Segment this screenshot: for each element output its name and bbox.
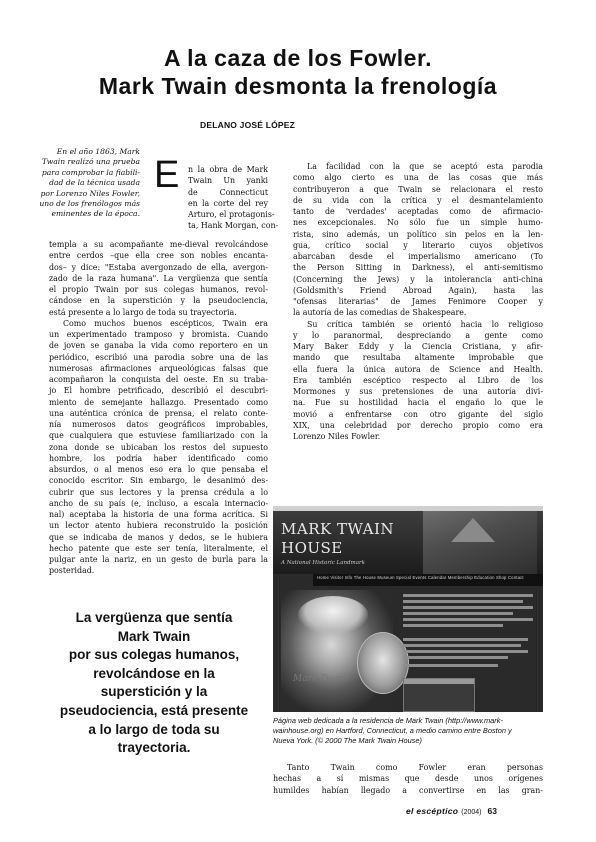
issue-year: (2004) [461, 809, 482, 816]
signature-mark: Mark Twain [293, 674, 348, 684]
body-line: Como muchos buenos escépticos, Twain era [63, 318, 268, 328]
body-line: que se indicaba de manos y dedos, se le hubiera [49, 532, 268, 542]
body-line: Twain Un yanki [188, 176, 268, 186]
text-line [403, 600, 523, 603]
text-line [403, 664, 498, 667]
page-number: 63 [487, 806, 497, 816]
body-line: Mary Baker Eddy y la Ciencia Cristiana, y afir- [293, 342, 543, 351]
intro-blurb [22, 147, 140, 220]
body-line: pulgar ante la nariz, en un gesto de burla para la [49, 555, 268, 564]
body-line: Tanto Twain como Fowler eran personas [287, 763, 543, 772]
body-line: n la obra de Mark [188, 165, 268, 174]
intro-line: por Lorenzo Niles Fowler, [40, 188, 140, 198]
body-line: periódico, escribió una parodia sobre una de las [49, 352, 268, 362]
site-logo-line-1: MARK TWAIN [281, 520, 395, 538]
pull-quote-line: pseudociencia, está presente [59, 702, 249, 718]
website-screenshot [273, 506, 543, 712]
text-line [403, 638, 528, 641]
caption-line: Página web dedicada a la residencia de Mark Twain (http://www.mark- [273, 716, 503, 725]
body-line: Mormones y sus pretensiones de una autoría divi- [293, 387, 543, 396]
pull-quote-line: por sus colegas humanos, [68, 647, 240, 663]
intro-line: En el año 1863, Mark [56, 147, 140, 156]
intro-line: para comprobar la fiabili- [41, 167, 140, 177]
body-line: ancho de su país (e, incluso, a escala internacio- [49, 498, 268, 508]
intro-line: eminentes de la época. [51, 209, 140, 219]
column-2 [293, 161, 543, 442]
body-line: La facilidad con la que se aceptó esta parodia [307, 162, 543, 171]
body-line: na. Fue su hostilidad hacia el engaño lo que le [293, 398, 543, 408]
body-line: numerosas afirmaciones arqueológicas falsas que [49, 363, 268, 373]
text-line [403, 612, 513, 615]
body-line: una auténtica crónica de prensa, el relato conte- [49, 408, 268, 418]
body-line: (Concerning the Jews) y la intolerancia anti-china [293, 274, 543, 284]
body-line: ella fuera la única autora de Science and Health. [293, 364, 543, 374]
body-line: Lorenzo Niles Fowler. [293, 432, 381, 441]
body-line: mando que resultaba altamente improbable que [293, 353, 543, 363]
figure-caption [273, 716, 545, 747]
caption-line: wainhouse.org) en Hartford, Connecticut, a medio camino entre Boston y [273, 726, 512, 736]
text-line [403, 650, 528, 653]
body-line: miento de semejante hallazgo. Presentado como [49, 397, 268, 407]
pull-quote-line: Mark Twain [117, 628, 191, 644]
body-line: (Goldsmith's Friend Abroad Again), hasta las [293, 285, 543, 295]
site-logo-line-2: HOUSE [281, 539, 343, 557]
body-line: nía numerosos datos geográficos improbables, [49, 420, 268, 429]
pull-quote-line: superstición y la [100, 684, 208, 700]
body-line: y lo paranormal, despreciando a gente como [293, 330, 543, 340]
body-line: está presente a lo largo de toda su trayectoria. [49, 307, 237, 317]
body-line: entre cerdos –que ella cree son nobles encanta- [49, 251, 268, 261]
text-line [403, 618, 533, 621]
body-line: Era también escéptico respecto al Libro de los [293, 375, 543, 385]
body-line: humildes habían llegado a convertirse en las gran- [273, 785, 543, 795]
body-line: hecho patente que este ser tenía, literalmente, el [49, 543, 268, 553]
page-footer [406, 806, 556, 816]
body-line: abarcaban desde el imperialismo americano (To [293, 252, 543, 261]
pull-quote-line: a lo largo de toda su [88, 721, 220, 737]
body-line: nes excepcionales. No sólo fue un simple humo- [293, 218, 543, 228]
text-line [403, 606, 533, 609]
body-line: zado de la raza humana". La vergüenza que sentía [49, 273, 268, 283]
events-box-header [404, 679, 474, 684]
body-line: como algo cierto es una de las cosas que más [293, 173, 543, 183]
site-nav-links: Home Visitor Info The House Museum Special Events Calendar Membership Education Shop Contact [317, 575, 524, 580]
column-1-top [188, 164, 279, 232]
column-2-bottom [273, 762, 543, 796]
events-box [403, 678, 475, 712]
pull-quote-line: revolcándose en la [93, 665, 215, 681]
body-line: el propio Twain por sus colegas humanos, revol- [49, 285, 268, 294]
intro-line: Twain realizó una prueba [41, 157, 140, 167]
body-line: que cualquiera que estuviese familiarizado con la [49, 431, 268, 441]
body-line: tanto de 'verdades' aceptadas como de afirmacio- [293, 207, 543, 216]
body-line: ta, Hank Morgan, con- [188, 221, 279, 231]
body-line: movió a enfrentarse con otro gigante del siglo [293, 409, 543, 419]
intro-line: uno de los frenólogos más [39, 199, 140, 209]
body-line: un lector atento hubiera reconstruido la posición [49, 521, 268, 531]
body-line: cubrir que sus lectores y la prensa crédula a lo [49, 487, 268, 497]
text-line [403, 656, 508, 659]
body-line: rista, sino además, un político sin pelos en la len- [293, 229, 543, 239]
body-line: hechas a sí mismas que desde unos orígenes [273, 774, 543, 784]
drop-cap: E [154, 154, 180, 196]
article-title [30, 44, 566, 100]
body-line: conocido escritor. Sin embargo, le desanimó des- [49, 476, 268, 486]
body-line: Arturo, el protagonis- [188, 210, 275, 219]
body-line: de Connecticut [188, 187, 268, 197]
body-line: contribuyeron a que Twain se relacionara el resto [293, 184, 543, 194]
body-line: acompañaron la conquista del oeste. En su traba- [49, 375, 268, 384]
body-line: cándose en la superstición y la pseudociencia, [49, 296, 268, 306]
column-1 [49, 239, 268, 577]
twain-hair [298, 596, 368, 634]
body-line: the Person Sitting in Darkness), el anti-semitismo [293, 263, 543, 273]
body-line: de su vida con la crítica y el desmantelamiento [293, 195, 543, 205]
site-logo-tagline: A National Historic Landmark [281, 560, 365, 566]
body-line: la autoría de las comedias de Shakespeare. [293, 308, 467, 318]
pull-quote-line: trayectoria. [117, 740, 191, 756]
text-line [403, 594, 533, 597]
title-line-1: A la caza de los Fowler. [163, 45, 433, 71]
body-line: templa a su acompañante me-dieval revolcándose [49, 240, 268, 249]
body-line: hombre, los podría haber identificado como [49, 453, 268, 463]
body-line: "ofensas literarias" de James Fenimore Cooper y [293, 297, 543, 306]
intro-line: dad de la técnica usada [49, 178, 140, 188]
body-line: zona donde se ubicaban los restos del supuesto [49, 442, 268, 452]
text-line [403, 644, 521, 647]
magazine-name: el escéptico [406, 806, 459, 816]
body-line: XIX, una celebridad por derecho propio como era [293, 420, 543, 430]
oval-portrait [357, 632, 409, 694]
author-byline: DELANO JOSÉ LÓPEZ [200, 120, 296, 130]
body-line: de joven se ganaba la vida como reportero en un [49, 341, 268, 351]
body-line: Su crítica también se orientó hacia lo religioso [307, 319, 543, 329]
caption-line: Nueva York. (© 2000 The Mark Twain House) [273, 736, 422, 746]
title-line-2: Mark Twain desmonta la frenología [98, 73, 498, 99]
pull-quote-line: La vergüenza que sentía [75, 610, 233, 625]
body-line: gua, crítico social y literario cuyos objetivos [293, 240, 543, 250]
body-line: posteridad. [49, 566, 95, 576]
body-line: un experimentado tramposo y bromista. Cuando [49, 330, 268, 339]
body-line: dos– y dice: "Estaba avergonzado de ella, avergon- [49, 262, 268, 272]
pull-quote [40, 609, 268, 758]
body-line: nal) aceptaba la historia de una forma acrítica. Si [49, 510, 268, 519]
body-line: jo El hombre petrificado, describió el descubri- [49, 386, 268, 396]
text-line [403, 624, 503, 627]
body-line: en la corte del rey [188, 198, 268, 208]
body-line: absurdos, o al menos eso era lo que pensaba el [49, 465, 268, 474]
house-roof-shape [451, 518, 495, 542]
